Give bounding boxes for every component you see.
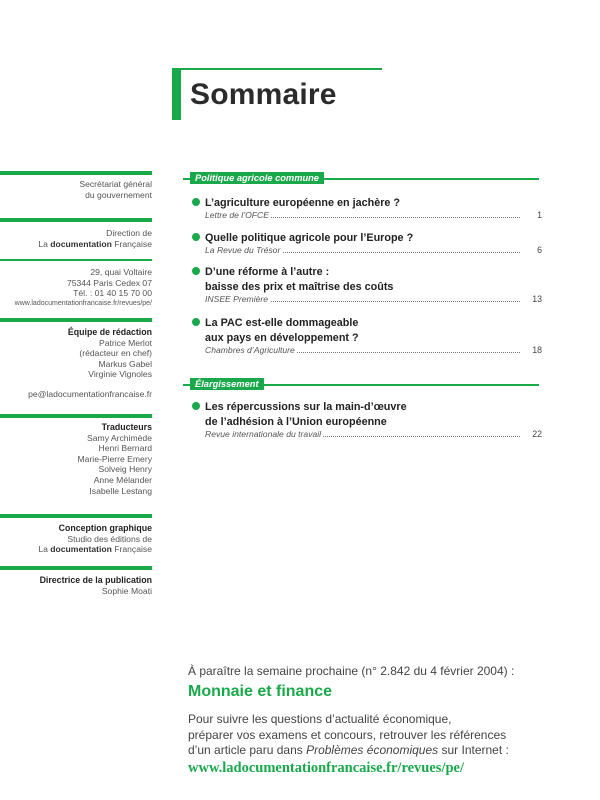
translator-name: Marie-Pierre Emery (77, 453, 152, 464)
sidebar-direction (0, 218, 152, 249)
toc-item-source: Chambres d’Agriculture (205, 345, 295, 355)
toc-item-title: aux pays en développement ? (205, 332, 359, 344)
redaction-member: Virginie Vignoles (88, 369, 152, 380)
toc-item[interactable] (192, 231, 542, 257)
translator-name: Anne Mélander (93, 474, 152, 485)
toc-item-page: 18 (529, 345, 542, 355)
toc-item-title: baisse des prix et maîtrise des coûts (205, 281, 394, 293)
bullet-icon (192, 198, 200, 206)
toc-item[interactable] (192, 196, 542, 222)
toc-source-row (205, 210, 542, 222)
toc-item-title: Les répercussions sur la main-d’œuvre (205, 401, 407, 413)
publisher-name: La documentation Française (38, 238, 152, 249)
directrice-heading: Directrice de la publication (39, 575, 152, 585)
promo-line: d’un article paru dans Problèmes économiques sur Internet : (188, 743, 509, 757)
toc-item[interactable] (192, 400, 542, 442)
bullet-icon (192, 267, 200, 275)
address-line: 75344 Paris Cedex 07 (66, 277, 152, 288)
toc-item-page: 22 (529, 429, 542, 439)
toc-item[interactable] (192, 316, 542, 356)
toc-item-title: Quelle politique agricole pour l’Europe ? (205, 232, 414, 244)
promo-line: Pour suivre les questions d’actualité économique, (188, 712, 452, 726)
next-issue-title: Monnaie et finance (188, 683, 333, 700)
sidebar-address (0, 259, 152, 309)
header-rule (172, 68, 382, 70)
toc-source-row (205, 245, 542, 257)
bullet-icon (192, 402, 200, 410)
redaction-heading: Équipe de rédaction (67, 327, 152, 337)
sidebar-rule (0, 318, 152, 322)
translator-name: Henri Bernard (98, 443, 152, 454)
sidebar-conception (0, 514, 152, 555)
toc-item-page: 6 (534, 245, 542, 255)
toc-item-title: D’une réforme à l’autre : (205, 266, 330, 278)
toc-source-row (205, 345, 542, 357)
sidebar-rule (0, 171, 152, 175)
sidebar-rule (0, 414, 152, 418)
next-issue-announce: À paraître la semaine prochaine (n° 2.842 du 4 février 2004) : (188, 664, 515, 678)
sidebar-rule (0, 218, 152, 222)
sidebar-secretariat (0, 171, 152, 200)
toc-item-source: La Revue du Trésor (205, 245, 281, 255)
sidebar-text: Direction de (106, 228, 152, 238)
bullet-icon (192, 233, 200, 241)
publisher-name: La documentation Française (38, 544, 152, 555)
sidebar-text: du gouvernement (85, 189, 152, 200)
toc-item-title: de l’adhésion à l’Union européenne (205, 416, 387, 428)
website-url-link[interactable]: www.ladocumentationfrancaise.fr/revues/pe/ (188, 760, 465, 776)
sidebar-text: Studio des éditions de (67, 533, 152, 544)
toc-item-title: L’agriculture européenne en jachère ? (205, 197, 401, 209)
sidebar-rule (0, 259, 152, 261)
translator-name: Isabelle Lestang (89, 485, 152, 496)
toc-item-title: La PAC est-elle dommageable (205, 317, 359, 329)
conception-heading: Conception graphique (58, 523, 152, 533)
phone-line: Tél. : 01 40 15 70 00 (73, 288, 152, 299)
sidebar-directrice (0, 566, 152, 596)
toc-item-page: 13 (529, 294, 542, 304)
traducteurs-heading: Traducteurs (101, 422, 152, 432)
toc-source-row (205, 294, 542, 306)
sidebar-redaction (0, 318, 152, 400)
sidebar-rule (0, 514, 152, 518)
page-header (172, 68, 382, 120)
translator-name: Samy Archimède (87, 432, 152, 443)
section-label-pac: Politique agricole commune (190, 172, 324, 184)
email-link[interactable]: pe@ladocumentationfrancaise.fr (28, 388, 152, 399)
redaction-member: Markus Gabel (98, 358, 152, 369)
section-label-elargissement: Élargissement (190, 378, 264, 390)
toc-item-source: INSEE Première (205, 294, 269, 304)
toc-source-row (205, 429, 542, 441)
directrice-name: Sophie Moati (101, 585, 152, 596)
toc-item[interactable] (192, 265, 542, 305)
sidebar-rule (0, 566, 152, 570)
toc-item-source: Lettre de l’OFCE (205, 210, 269, 220)
toc-item-source: Revue internationale du travail (205, 429, 322, 439)
redaction-member: Patrice Merlot (98, 337, 152, 348)
promo-text (188, 712, 509, 759)
redaction-member: (rédacteur en chef) (79, 348, 152, 359)
toc-item-page: 1 (534, 210, 542, 220)
translator-name: Solveig Henry (98, 464, 152, 475)
sidebar-text: Secrétariat général (79, 179, 152, 189)
header-accent-block (172, 68, 181, 120)
promo-line: préparer vos examens et concours, retrouver les références (188, 727, 507, 742)
website-link[interactable]: www.ladocumentationfrancaise.fr/revues/pe/ (14, 299, 152, 307)
bullet-icon (192, 318, 200, 326)
page-title: Sommaire (190, 78, 337, 111)
sidebar-traducteurs (0, 414, 152, 496)
address-line: 29, quai Voltaire (90, 267, 152, 277)
